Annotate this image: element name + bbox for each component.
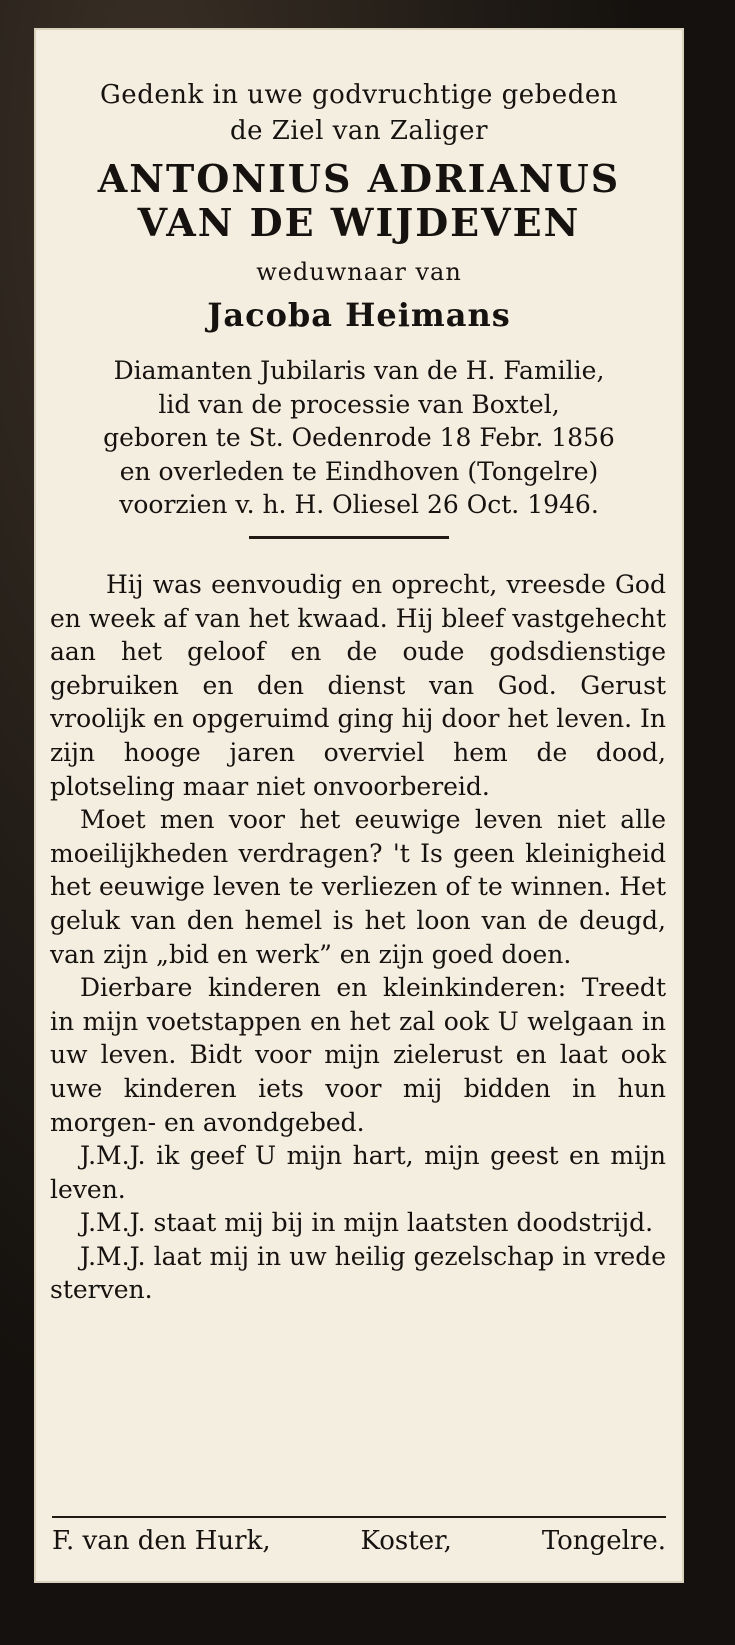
printer-role: Koster, bbox=[360, 1526, 452, 1556]
spouse-name: Jacoba Heimans bbox=[207, 296, 511, 334]
header-line-2: de Ziel van Zaliger bbox=[230, 116, 488, 146]
divider bbox=[249, 536, 449, 539]
deceased-name-line-2: VAN DE WIJDEVEN bbox=[137, 200, 581, 245]
biographical-info bbox=[34, 354, 684, 522]
prayer-line: J.M.J. laat mij in uw heilig gezelschap in vrede sterven. bbox=[50, 1241, 666, 1305]
widower-of-label: weduwnaar van bbox=[256, 258, 462, 286]
info-line: voorzien v. h. H. Oliesel 26 Oct. 1946. bbox=[119, 490, 599, 519]
prayer-line: J.M.J. staat mij bij in mijn laatsten doodstrijd. bbox=[80, 1208, 654, 1238]
paragraph: Moet men voor het eeuwige leven niet alle moeilijkheden verdragen? 't Is geen kleinigheid het eeuwige leven te verliezen of te winnen. Het geluk van den hemel is het loon van de deugd, van zijn „bid en werk” en zijn goed doen. bbox=[50, 805, 666, 969]
info-line: lid van de processie van Boxtel, bbox=[158, 389, 560, 419]
prayer-line: J.M.J. ik geef U mijn hart, mijn geest en mijn leven. bbox=[50, 1141, 666, 1204]
info-line: en overleden te Eindhoven (Tongelre) bbox=[119, 456, 599, 486]
printer-name: F. van den Hurk, bbox=[52, 1526, 271, 1556]
footer-divider bbox=[52, 1516, 666, 1518]
printer-credit bbox=[52, 1526, 666, 1556]
header-line-1: Gedenk in uwe godvruchtige gebeden bbox=[100, 80, 618, 110]
info-line: geboren te St. Oedenrode 18 Febr. 1856 bbox=[103, 423, 615, 452]
deceased-name-line-1: ANTONIUS ADRIANUS bbox=[97, 156, 621, 201]
memorial-text bbox=[50, 568, 666, 1307]
printer-place: Tongelre. bbox=[541, 1526, 666, 1556]
memorial-card bbox=[34, 28, 684, 1583]
paragraph: Hij was eenvoudig en oprecht, vreesde God en week af van het kwaad. Hij bleef vastgehecht aan het geloof en de oude godsdienstige gebruiken en den dienst van God. Gerust vroolijk en opgeruimd ging hij door het leven. In zijn hooge jaren overviel hem de dood, plotseling maar niet onvoorbereid. bbox=[50, 570, 666, 801]
paragraph: Dierbare kinderen en kleinkinderen: Treedt in mijn voetstappen en het zal ook U welgaan in uw leven. Bidt voor mijn zielerust en laat ook uwe kinderen iets voor mij bidden in hun morgen- en avondgebed. bbox=[50, 973, 666, 1137]
info-line: Diamanten Jubilaris van de H. Familie, bbox=[113, 356, 605, 385]
